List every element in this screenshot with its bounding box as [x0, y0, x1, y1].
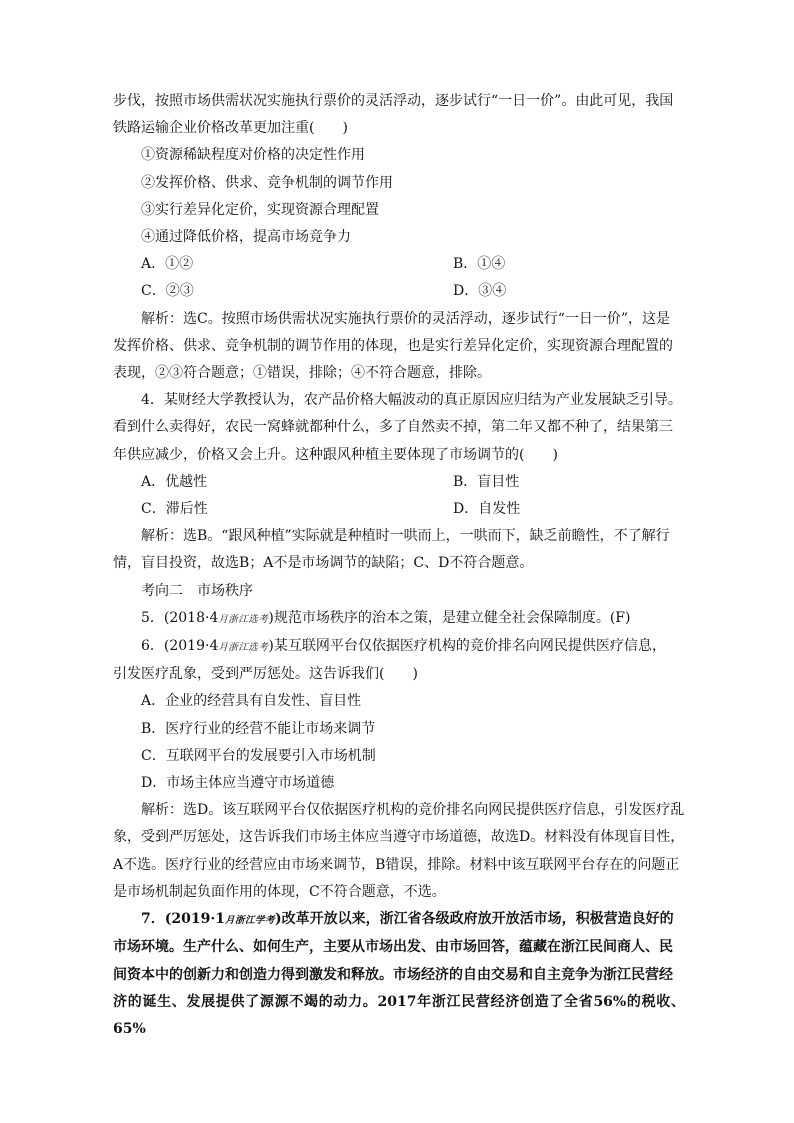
q5-source: 月浙江选考 [218, 613, 269, 625]
q4-option-a: A．优越性 [141, 473, 208, 490]
q4-options-row-1 [113, 469, 685, 496]
q3-stem-line-2: 铁路运输企业价格改革更加注重( ) [113, 120, 348, 137]
q3-stem-line-1: 步伐，按照市场供需状况实施执行票价的灵活浮动，逐步试行“一日一价”。由此可见，我国 [113, 93, 674, 109]
q3-options-row-1 [113, 251, 685, 278]
document-body [113, 88, 685, 1043]
q3-analysis-line-3: 表现，②③符合题意；①错误，排除；④不符合题意，排除。 [113, 365, 491, 382]
q3-analysis-line-2: 发挥价格、供求、竞争机制的调节作用的体现，也是实行差异化定价，实现资源合理配置的 [113, 337, 673, 354]
q3-option-d: D．③④ [453, 283, 507, 300]
q4-analysis-line-1: 解析：选B。“跟风种植”实际就是种植时一哄而上，一哄而下，缺乏前瞻性，不了解行 [141, 528, 670, 545]
q7-stem-line-2: 市场环境。生产什么、如何生产，主要从市场出发、由市场回答，蕴藏在浙江民间商人、民 [113, 939, 673, 956]
q3-option-c: C．②③ [141, 283, 194, 300]
q5-number: 5．(2018·4 [141, 609, 219, 626]
q4-stem-line-1: 4．某财经大学教授认为，农产品价格大幅波动的真正原因应归结为产业发展缺乏引导。 [141, 392, 682, 409]
q5-text: )规范市场秩序的治本之策，是建立健全社会保障制度。(F) [268, 609, 631, 626]
q3-option-b: B．①④ [453, 256, 506, 273]
q4-options-row-2 [113, 496, 685, 523]
q3-item-2: ②发挥价格、供求、竞争机制的调节作用 [141, 174, 393, 191]
q4-stem-line-2: 看到什么卖得好，农民一窝蜂就都种什么，多了自然卖不掉，第二年又都不种了，结果第三 [113, 419, 673, 436]
q6-stem-line-2: 引发医疗乱象，受到严厉惩处。这告诉我们( ) [113, 666, 418, 683]
q7-stem-line-1 [113, 906, 685, 934]
q6-text: )某互联网平台仅依据医疗机构的竞价排名向网民提供医疗信息， [268, 638, 666, 655]
q7-stem-line-4: 济的诞生、发展提供了源源不竭的动力。2017年浙江民营经济创造了全省56%的税收、65% [113, 993, 685, 1037]
q3-item-3: ③实行差异化定价，实现资源合理配置 [141, 201, 379, 218]
q6-option-d: D．市场主体应当遵守市场道德 [141, 775, 335, 792]
q7-number: 7．(2019·1 [141, 911, 225, 928]
q3-options-row-2 [113, 278, 685, 305]
q6-analysis-line-2: 象，受到严厉惩处，这告诉我们市场主体应当遵守市场道德，故选D。材料没有体现盲目性， [113, 829, 685, 846]
q3-analysis-line-1: 解析：选C。按照市场供需状况实施执行票价的灵活浮动，逐步试行“一日一价”，这是 [141, 310, 671, 327]
q3-item-1: ①资源稀缺程度对价格的决定性作用 [141, 147, 365, 164]
q7-source: 月浙江学考 [224, 915, 275, 927]
q6-option-a: A．企业的经营具有自发性、盲目性 [141, 693, 362, 710]
q6-source: 月浙江选考 [218, 642, 269, 654]
q6-option-c: C．互联网平台的发展要引入市场机制 [141, 747, 376, 764]
q4-stem-line-3: 年供应减少，价格又会上升。这种跟风种植主要体现了市场调节的( ) [113, 446, 558, 463]
q7-stem-line-3: 间资本中的创新力和创造力得到激发和释放。市场经济的自由交易和自主竞争为浙江民营经 [113, 966, 673, 983]
q5-stem [113, 605, 685, 633]
q4-option-d: D．自发性 [453, 501, 521, 518]
q3-option-a: A．①② [141, 256, 194, 273]
q6-stem-line-1 [113, 633, 685, 661]
q6-option-b: B．医疗行业的经营不能让市场来调节 [141, 720, 376, 737]
q4-option-b: B．盲目性 [453, 473, 520, 490]
q4-option-c: C．滞后性 [141, 501, 208, 518]
q6-analysis-line-3: A不选。医疗行业的经营应由市场来调节，B错误，排除。材料中该互联网平台存在的问题正 [113, 856, 680, 873]
q3-item-4: ④通过降低价格，提高市场竞争力 [141, 229, 351, 246]
q6-analysis-line-4: 是市场机制起负面作用的体现，C不符合题意，不选。 [113, 883, 446, 900]
q4-analysis-line-2: 情，盲目投资，故选B；A不是市场调节的缺陷；C、D不符合题意。 [113, 555, 534, 572]
q6-analysis-line-1: 解析：选D。该互联网平台仅依据医疗机构的竞价排名向网民提供医疗信息，引发医疗乱 [141, 802, 685, 819]
section-title: 考向二 市场秩序 [141, 582, 253, 599]
q7-text: )改革开放以来，浙江省各级政府放开放活市场，积极营造良好的 [274, 911, 674, 928]
q6-number: 6．(2019·4 [141, 638, 219, 655]
